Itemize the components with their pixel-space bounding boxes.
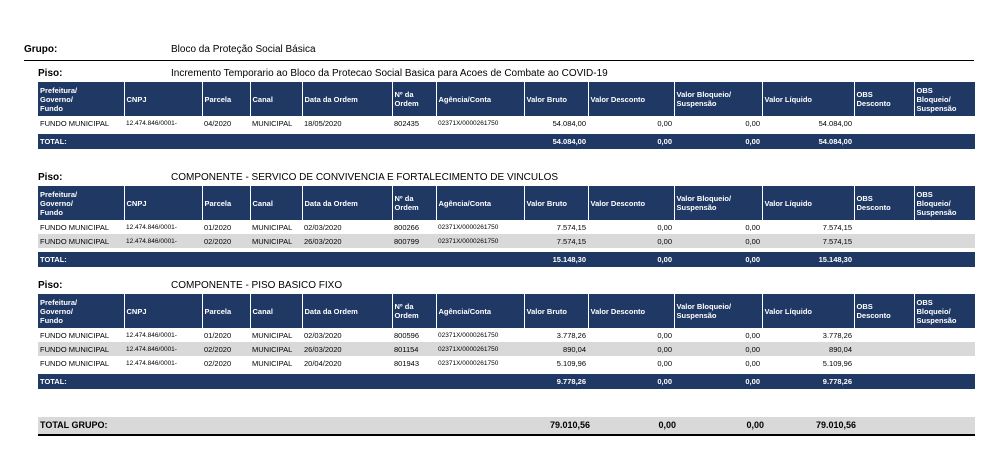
col-cnpj-cell: 12.474.846/0001- bbox=[124, 234, 202, 248]
col-valor-bloqueio-cell: 0,00 bbox=[674, 342, 762, 356]
table-row bbox=[38, 220, 975, 234]
col-obs-bloqueio-cell bbox=[914, 342, 975, 356]
col-canal-cell: MUNICIPAL bbox=[250, 342, 302, 356]
total-grupo-bar bbox=[38, 417, 975, 436]
col-valor-bloqueio-header: Valor Bloqueio/ Suspensão bbox=[674, 186, 762, 220]
col-prefeitura-header: Prefeitura/ Governo/ Fundo bbox=[38, 82, 124, 116]
table-header-row bbox=[38, 186, 975, 220]
col-obs-desconto-cell bbox=[854, 356, 914, 370]
col-obs-bloqueio-cell bbox=[914, 356, 975, 370]
col-valor-desconto-header: Valor Desconto bbox=[588, 294, 674, 328]
col-canal-header: Canal bbox=[250, 294, 302, 328]
col-obs-bloqueio-cell bbox=[914, 234, 975, 248]
col-valor-bruto-header: Valor Bruto bbox=[524, 294, 588, 328]
total-label: TOTAL: bbox=[38, 252, 524, 267]
col-obs-desconto-cell bbox=[854, 234, 914, 248]
col-valor-bruto-cell: 54.084,00 bbox=[552, 118, 586, 128]
col-parcela-cell: 02/2020 bbox=[202, 234, 250, 248]
col-obs-desconto-cell bbox=[854, 328, 914, 342]
col-obs-desconto-cell bbox=[854, 342, 914, 356]
col-cnpj-cell: 12.474.846/0001- bbox=[126, 119, 177, 127]
col-cnpj-cell: 12.474.846/0001- bbox=[126, 359, 177, 367]
col-obs-desconto-header: OBS Desconto bbox=[854, 82, 914, 116]
total-obs-bloqueio bbox=[914, 134, 975, 149]
col-data-ordem-cell: 26/03/2020 bbox=[302, 234, 392, 248]
table-header-row bbox=[38, 294, 975, 328]
col-valor-bruto-cell: 3.778,26 bbox=[556, 330, 586, 340]
payments-table bbox=[38, 294, 975, 389]
total-obs-desconto bbox=[854, 252, 914, 267]
col-agencia-conta-cell: 02371X/0000261750 bbox=[438, 223, 499, 231]
col-num-ordem-cell: 801154 bbox=[392, 342, 436, 356]
col-num-ordem-cell: 802435 bbox=[394, 118, 420, 128]
col-valor-bruto-header: Valor Bruto bbox=[524, 186, 588, 220]
total-liquido: 54.084,00 bbox=[762, 134, 854, 149]
total-row bbox=[38, 134, 975, 149]
col-valor-bloqueio-header: Valor Bloqueio/ Suspensão bbox=[674, 82, 762, 116]
col-agencia-conta-header: Agência/Conta bbox=[436, 82, 524, 116]
col-valor-liquido-header: Valor Líquido bbox=[762, 186, 854, 220]
col-valor-liquido-cell: 5.109,96 bbox=[822, 358, 852, 368]
col-obs-desconto-header: OBS Desconto bbox=[854, 294, 914, 328]
col-obs-bloqueio-header: OBS Bloqueio/ Suspensão bbox=[914, 186, 975, 220]
col-num-ordem-cell: 800799 bbox=[392, 234, 436, 248]
col-obs-bloqueio-header: OBS Bloqueio/ Suspensão bbox=[914, 294, 975, 328]
col-obs-bloqueio-header: OBS Bloqueio/ Suspensão bbox=[914, 82, 975, 116]
col-valor-desconto-cell: 0,00 bbox=[657, 330, 672, 340]
piso-value: COMPONENTE - PISO BASICO FIXO bbox=[171, 280, 343, 291]
payments-table bbox=[38, 186, 975, 267]
col-num-ordem-cell: 800596 bbox=[394, 330, 420, 340]
col-valor-bloqueio-cell: 0,00 bbox=[745, 222, 760, 232]
total-row bbox=[38, 252, 975, 267]
col-cnpj-cell: 12.474.846/0001- bbox=[124, 342, 202, 356]
col-obs-desconto-header: OBS Desconto bbox=[854, 186, 914, 220]
piso-label: Piso: bbox=[38, 68, 63, 79]
col-canal-cell: MUNICIPAL bbox=[252, 222, 293, 232]
piso-section bbox=[38, 68, 975, 149]
col-agencia-conta-cell: 02371X/0000261750 bbox=[436, 342, 524, 356]
col-data-ordem-cell: 18/05/2020 bbox=[304, 118, 342, 128]
col-valor-liquido-cell: 7.574,15 bbox=[822, 222, 852, 232]
col-canal-cell: MUNICIPAL bbox=[252, 118, 293, 128]
col-valor-bloqueio-cell: 0,00 bbox=[674, 234, 762, 248]
col-data-ordem-header: Data da Ordem bbox=[302, 186, 392, 220]
col-valor-bloqueio-cell: 0,00 bbox=[745, 358, 760, 368]
col-data-ordem-cell: 02/03/2020 bbox=[304, 222, 342, 232]
total-grupo-bruto: 79.010,56 bbox=[549, 420, 590, 430]
piso-header bbox=[38, 68, 975, 82]
total-bruto: 15.148,30 bbox=[524, 252, 588, 267]
col-prefeitura-cell: FUNDO MUNICIPAL bbox=[40, 358, 110, 368]
total-bloqueio: 0,00 bbox=[674, 374, 762, 389]
col-valor-bruto-cell: 7.574,15 bbox=[524, 234, 588, 248]
col-valor-desconto-cell: 0,00 bbox=[657, 118, 672, 128]
col-parcela-cell: 02/2020 bbox=[204, 358, 232, 368]
col-canal-cell: MUNICIPAL bbox=[252, 358, 293, 368]
col-valor-desconto-header: Valor Desconto bbox=[588, 186, 674, 220]
total-grupo-bloqueio: 0,00 bbox=[746, 420, 764, 430]
grupo-value: Bloco da Proteção Social Básica bbox=[171, 44, 316, 55]
table-row bbox=[38, 342, 975, 356]
table-row bbox=[38, 116, 975, 130]
piso-value: Incremento Temporario ao Bloco da Protecao Social Basica para Acoes de Combate ao COVID-19 bbox=[171, 68, 608, 79]
col-valor-bruto-cell: 890,04 bbox=[524, 342, 588, 356]
col-agencia-conta-header: Agência/Conta bbox=[436, 186, 524, 220]
total-label: TOTAL: bbox=[38, 134, 524, 149]
col-num-ordem-header: Nº da Ordem bbox=[392, 294, 436, 328]
table-row bbox=[38, 356, 975, 370]
col-valor-desconto-header: Valor Desconto bbox=[588, 82, 674, 116]
total-label: TOTAL: bbox=[38, 374, 524, 389]
total-bloqueio: 0,00 bbox=[674, 252, 762, 267]
total-desconto: 0,00 bbox=[588, 374, 674, 389]
col-prefeitura-cell: FUNDO MUNICIPAL bbox=[38, 234, 124, 248]
col-canal-header: Canal bbox=[250, 186, 302, 220]
col-parcela-cell: 01/2020 bbox=[204, 222, 232, 232]
total-liquido: 9.778,26 bbox=[762, 374, 854, 389]
total-obs-bloqueio bbox=[914, 252, 975, 267]
col-prefeitura-cell: FUNDO MUNICIPAL bbox=[40, 330, 110, 340]
piso-section bbox=[38, 172, 975, 267]
col-prefeitura-header: Prefeitura/ Governo/ Fundo bbox=[38, 294, 124, 328]
table-row bbox=[38, 234, 975, 248]
total-obs-desconto bbox=[854, 374, 914, 389]
col-agencia-conta-header: Agência/Conta bbox=[436, 294, 524, 328]
col-valor-bruto-cell: 7.574,15 bbox=[556, 222, 586, 232]
total-bruto: 9.778,26 bbox=[524, 374, 588, 389]
total-desconto: 0,00 bbox=[588, 252, 674, 267]
piso-label: Piso: bbox=[38, 280, 63, 291]
col-num-ordem-header: Nº da Ordem bbox=[392, 82, 436, 116]
col-num-ordem-cell: 801943 bbox=[394, 358, 420, 368]
col-parcela-header: Parcela bbox=[202, 82, 250, 116]
total-bloqueio: 0,00 bbox=[674, 134, 762, 149]
total-obs-bloqueio bbox=[914, 374, 975, 389]
payments-table bbox=[38, 82, 975, 149]
col-valor-liquido-cell: 7.574,15 bbox=[762, 234, 854, 248]
piso-label: Piso: bbox=[38, 172, 63, 183]
col-valor-bruto-header: Valor Bruto bbox=[524, 82, 588, 116]
col-num-ordem-cell: 800266 bbox=[394, 222, 420, 232]
col-obs-bloqueio-cell bbox=[914, 328, 975, 342]
total-liquido: 15.148,30 bbox=[762, 252, 854, 267]
total-bruto: 54.084,00 bbox=[524, 134, 588, 149]
col-valor-desconto-cell: 0,00 bbox=[588, 234, 674, 248]
col-data-ordem-cell: 20/04/2020 bbox=[304, 358, 342, 368]
col-valor-bloqueio-cell: 0,00 bbox=[745, 330, 760, 340]
table-row bbox=[38, 328, 975, 342]
total-obs-desconto bbox=[854, 134, 914, 149]
col-agencia-conta-cell: 02371X/0000261750 bbox=[438, 359, 499, 367]
col-parcela-header: Parcela bbox=[202, 186, 250, 220]
col-data-ordem-header: Data da Ordem bbox=[302, 82, 392, 116]
col-parcela-cell: 02/2020 bbox=[202, 342, 250, 356]
col-obs-desconto-cell bbox=[854, 220, 914, 234]
col-canal-cell: MUNICIPAL bbox=[252, 330, 293, 340]
table-header-row bbox=[38, 82, 975, 116]
col-cnpj-header: CNPJ bbox=[124, 186, 202, 220]
col-cnpj-cell: 12.474.846/0001- bbox=[126, 331, 177, 339]
col-data-ordem-cell: 02/03/2020 bbox=[304, 330, 342, 340]
col-prefeitura-header: Prefeitura/ Governo/ Fundo bbox=[38, 186, 124, 220]
col-cnpj-header: CNPJ bbox=[124, 294, 202, 328]
col-valor-liquido-cell: 54.084,00 bbox=[818, 118, 852, 128]
col-parcela-cell: 01/2020 bbox=[204, 330, 232, 340]
col-valor-liquido-cell: 3.778,26 bbox=[822, 330, 852, 340]
piso-section bbox=[38, 280, 975, 389]
col-data-ordem-header: Data da Ordem bbox=[302, 294, 392, 328]
col-obs-bloqueio-cell bbox=[914, 220, 975, 234]
col-cnpj-cell: 12.474.846/0001- bbox=[126, 223, 177, 231]
col-parcela-header: Parcela bbox=[202, 294, 250, 328]
col-canal-cell: MUNICIPAL bbox=[250, 234, 302, 248]
col-prefeitura-cell: FUNDO MUNICIPAL bbox=[40, 222, 110, 232]
col-prefeitura-cell: FUNDO MUNICIPAL bbox=[40, 118, 110, 128]
total-grupo-label: TOTAL GRUPO: bbox=[40, 420, 108, 430]
col-data-ordem-cell: 26/03/2020 bbox=[302, 342, 392, 356]
col-valor-liquido-header: Valor Líquido bbox=[762, 294, 854, 328]
col-obs-bloqueio-cell bbox=[914, 116, 975, 130]
col-agencia-conta-cell: 02371X/0000261750 bbox=[438, 331, 499, 339]
piso-header bbox=[38, 280, 975, 294]
col-valor-desconto-cell: 0,00 bbox=[657, 358, 672, 368]
col-valor-liquido-cell: 890,04 bbox=[762, 342, 854, 356]
total-grupo-desconto: 0,00 bbox=[658, 420, 676, 430]
grupo-header bbox=[24, 42, 974, 61]
col-valor-bloqueio-header: Valor Bloqueio/ Suspensão bbox=[674, 294, 762, 328]
col-prefeitura-cell: FUNDO MUNICIPAL bbox=[38, 342, 124, 356]
col-cnpj-header: CNPJ bbox=[124, 82, 202, 116]
col-canal-header: Canal bbox=[250, 82, 302, 116]
col-num-ordem-header: Nº da Ordem bbox=[392, 186, 436, 220]
col-agencia-conta-cell: 02371X/0000261750 bbox=[438, 119, 499, 127]
col-valor-desconto-cell: 0,00 bbox=[657, 222, 672, 232]
total-row bbox=[38, 374, 975, 389]
grupo-label: Grupo: bbox=[24, 44, 58, 55]
col-agencia-conta-cell: 02371X/0000261750 bbox=[436, 234, 524, 248]
piso-header bbox=[38, 172, 975, 186]
total-desconto: 0,00 bbox=[588, 134, 674, 149]
col-valor-bloqueio-cell: 0,00 bbox=[745, 118, 760, 128]
piso-value: COMPONENTE - SERVICO DE CONVIVENCIA E FORTALECIMENTO DE VINCULOS bbox=[171, 172, 559, 183]
col-valor-liquido-header: Valor Líquido bbox=[762, 82, 854, 116]
col-valor-bruto-cell: 5.109,96 bbox=[556, 358, 586, 368]
col-valor-desconto-cell: 0,00 bbox=[588, 342, 674, 356]
col-parcela-cell: 04/2020 bbox=[204, 118, 232, 128]
col-obs-desconto-cell bbox=[854, 116, 914, 130]
total-grupo-liquido: 79.010,56 bbox=[815, 420, 856, 430]
